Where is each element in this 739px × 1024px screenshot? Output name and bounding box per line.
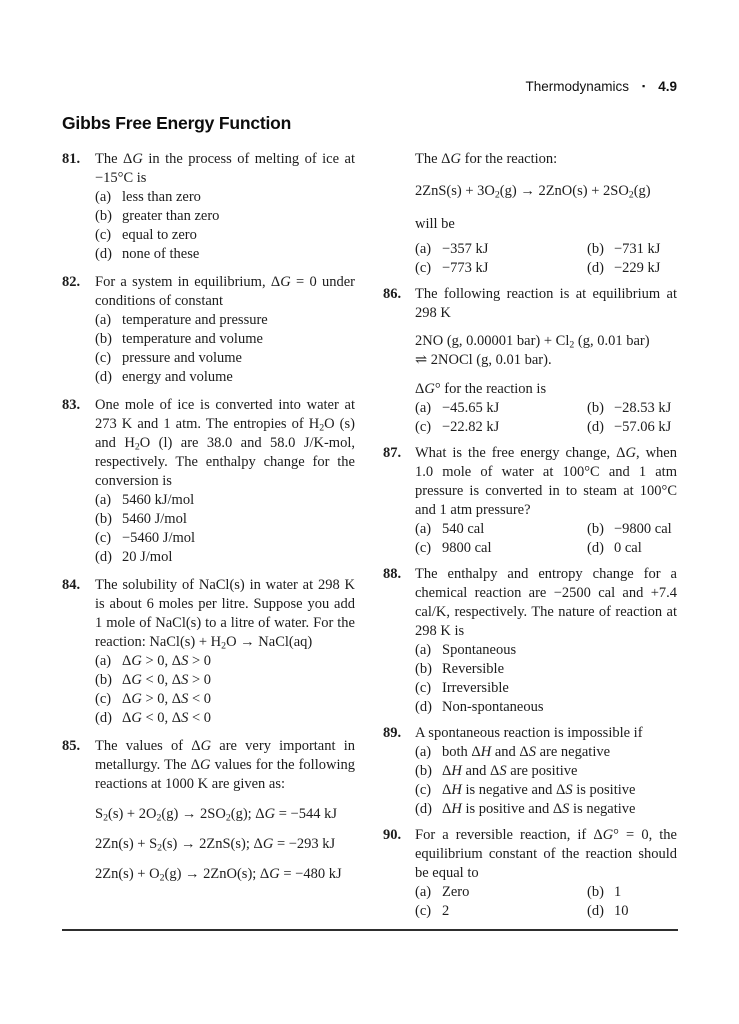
option-a	[95, 311, 355, 330]
option-a	[95, 188, 355, 207]
question-text: The solubility of NaCl(s) in water at 298 K is about 6 moles per litre. Suppose you add 1 mole of NaCl(s) to a litre of water. For the reaction: NaCl(s) + $H_2O$ → NaCl(aq)	[95, 577, 355, 652]
option-label: (a)	[95, 312, 112, 328]
option-text: energy and volume	[122, 369, 233, 385]
option-text: less than zero	[122, 189, 201, 205]
option-label: (c)	[415, 680, 432, 696]
left-column	[62, 150, 355, 921]
option-label: (c)	[415, 903, 432, 919]
question-82	[62, 273, 355, 387]
option-c	[415, 418, 587, 437]
option-text: 0 cal	[614, 540, 642, 556]
option-label: (a)	[415, 400, 432, 416]
option-label: (a)	[415, 241, 432, 257]
question-86	[383, 285, 677, 437]
option-label: (b)	[587, 400, 604, 416]
option-text: ΔH is positive and ΔS is negative	[442, 801, 636, 817]
option-a	[415, 641, 677, 660]
question-83	[62, 396, 355, 567]
option-text: −731 kJ	[614, 241, 661, 257]
option-text: −357 kJ	[442, 241, 489, 257]
option-label: (b)	[95, 672, 112, 688]
option-label: (d)	[95, 549, 112, 565]
option-b	[415, 660, 677, 679]
option-b	[587, 520, 672, 539]
options-grid	[415, 399, 677, 437]
option-label: (b)	[415, 763, 432, 779]
option-a	[415, 743, 677, 762]
option-label: (c)	[415, 260, 432, 276]
option-text: 5460 kJ/mol	[122, 492, 195, 508]
bottom-rule	[62, 929, 678, 931]
option-text: ΔH is negative and ΔS is positive	[442, 782, 636, 798]
option-label: (b)	[95, 208, 112, 224]
options-grid	[415, 883, 677, 921]
option-text: 1	[614, 884, 622, 900]
option-c	[95, 349, 355, 368]
option-label: (a)	[95, 653, 112, 669]
option-d	[587, 539, 642, 558]
option-a	[415, 520, 587, 539]
option-label: (a)	[95, 189, 112, 205]
option-d	[415, 698, 677, 717]
option-text: none of these	[122, 246, 200, 262]
question-number: 89.	[383, 725, 402, 741]
option-label: (b)	[95, 331, 112, 347]
option-label: (d)	[587, 419, 604, 435]
option-label: (c)	[415, 419, 432, 435]
option-text: Irreversible	[442, 680, 509, 696]
question-subtext: ΔG° for the reaction is	[415, 381, 547, 397]
option-text: temperature and pressure	[122, 312, 268, 328]
reaction-equation: 2NO (g, 0.00001 $bar) + Cl_2$ (g, 0.01 bar) ⇌ 2NOCl (g, 0.01 bar).	[415, 333, 650, 368]
question-text: One mole of ice is converted into water at 273 K and 1 atm. The entropies of $H_2O$ (s) and $H_2O$ (l) are 38.0 and 58.0 J/K-mol, respectively. The enthalpy change for the conversion is	[95, 397, 355, 489]
question-text: will be	[415, 216, 455, 232]
option-label: (c)	[415, 782, 432, 798]
option-text: 20 J/mol	[122, 549, 173, 565]
option-text: ΔH and ΔS are positive	[442, 763, 578, 779]
question-number: 83.	[62, 397, 81, 413]
option-text: greater than zero	[122, 208, 220, 224]
option-b	[95, 207, 355, 226]
question-text: The enthalpy and entropy change for a chemical reaction are −2500 cal and +7.4 cal/K, respectively. The nature of reaction at 298 K is	[415, 566, 677, 639]
option-label: (a)	[415, 744, 432, 760]
question-87	[383, 444, 677, 558]
question-text: For a reversible reaction, if ΔG° = 0, the equilibrium constant of the reaction should be equal to	[415, 827, 677, 881]
option-label: (b)	[587, 884, 604, 900]
question-number: 90.	[383, 827, 402, 843]
options-list	[95, 311, 355, 387]
question-text: What is the free energy change, ΔG, when 1.0 mole of water at 100°C and 1 atm pressure is converted in to steam at 100°C and 1 atm pressure?	[415, 445, 677, 518]
question-number: 86.	[383, 286, 402, 302]
option-text: 2	[442, 903, 450, 919]
content-columns	[62, 150, 677, 921]
option-d	[587, 259, 660, 278]
option-label: (d)	[95, 710, 112, 726]
reaction-equation: $2Zn(s) + O_2(g) \to 2ZnO(s)$; ΔG = −480 kJ	[95, 866, 342, 884]
option-label: (b)	[587, 521, 604, 537]
question-number: 87.	[383, 445, 402, 461]
option-a	[415, 240, 587, 259]
option-a	[415, 399, 587, 418]
option-text: Spontaneous	[442, 642, 517, 658]
question-88	[383, 565, 677, 717]
option-text: −229 kJ	[614, 260, 661, 276]
options-grid	[415, 520, 677, 558]
question-84	[62, 576, 355, 728]
option-label: (a)	[415, 642, 432, 658]
option-d	[587, 418, 671, 437]
option-label: (c)	[415, 540, 432, 556]
option-b	[587, 240, 660, 259]
option-label: (d)	[587, 903, 604, 919]
option-a	[95, 652, 355, 671]
option-d	[587, 902, 629, 921]
option-text: temperature and volume	[122, 331, 263, 347]
right-column	[383, 150, 677, 921]
option-c	[415, 902, 587, 921]
question-text: For a system in equilibrium, ΔG = 0 under conditions of constant	[95, 274, 355, 309]
question-85-continued	[383, 150, 677, 278]
question-number: 88.	[383, 566, 402, 582]
option-label: (d)	[415, 699, 432, 715]
options-list	[95, 491, 355, 567]
question-number: 85.	[62, 738, 81, 754]
option-d	[95, 245, 355, 264]
option-text: ΔG < 0, ΔS > 0	[122, 672, 212, 688]
question-text: The ΔG in the process of melting of ice at −15°C is	[95, 151, 355, 186]
option-label: (d)	[95, 246, 112, 262]
reaction-equation: $2Zn(s) + S_2(s) \to 2ZnS(s)$; ΔG = −293 kJ	[95, 836, 336, 854]
option-c	[95, 690, 355, 709]
running-header	[62, 78, 677, 95]
question-text: The values of ΔG are very important in metallurgy. The ΔG values for the following reactions at 1000 K are given as:	[95, 738, 355, 792]
option-text: −773 kJ	[442, 260, 489, 276]
option-label: (c)	[95, 530, 112, 546]
option-label: (c)	[95, 350, 112, 366]
options-grid	[415, 240, 677, 278]
option-d	[95, 548, 355, 567]
option-text: pressure and volume	[122, 350, 242, 366]
option-text: Reversible	[442, 661, 505, 677]
question-number: 82.	[62, 274, 81, 290]
page-number: 4.9	[658, 79, 677, 94]
option-label: (c)	[95, 227, 112, 243]
option-label: (a)	[95, 492, 112, 508]
option-c	[95, 529, 355, 548]
option-label: (d)	[95, 369, 112, 385]
option-text: −57.06 kJ	[614, 419, 672, 435]
question-89	[383, 724, 677, 819]
option-text: 9800 cal	[442, 540, 492, 556]
option-text: ΔG > 0, ΔS < 0	[122, 691, 212, 707]
question-90	[383, 826, 677, 921]
option-text: −5460 J/mol	[122, 530, 196, 546]
option-text: ΔG > 0, ΔS > 0	[122, 653, 212, 669]
options-list	[95, 188, 355, 264]
option-text: 540 cal	[442, 521, 485, 537]
option-b	[95, 671, 355, 690]
options-list	[415, 743, 677, 819]
option-text: Zero	[442, 884, 470, 900]
option-b	[587, 883, 621, 902]
option-text: −45.65 kJ	[442, 400, 500, 416]
options-list	[415, 641, 677, 717]
reaction-equation: $S_2(s) + 2O_2(g) \to 2SO_2(g)$; ΔG = −544 kJ	[95, 806, 337, 824]
option-text: −28.53 kJ	[614, 400, 672, 416]
option-c	[415, 679, 677, 698]
option-c	[415, 781, 677, 800]
option-label: (a)	[415, 521, 432, 537]
option-d	[95, 368, 355, 387]
option-label: (d)	[415, 801, 432, 817]
option-label: (a)	[415, 884, 432, 900]
question-text: A spontaneous reaction is impossible if	[415, 725, 643, 741]
question-text: The following reaction is at equilibrium at 298 K	[415, 286, 677, 321]
option-text: ΔG < 0, ΔS < 0	[122, 710, 212, 726]
question-text: The ΔG for the reaction:	[415, 151, 558, 167]
option-label: (d)	[587, 260, 604, 276]
option-text: Non-spontaneous	[442, 699, 544, 715]
option-c	[95, 226, 355, 245]
question-85	[62, 737, 355, 884]
option-text: −22.82 kJ	[442, 419, 500, 435]
option-c	[415, 539, 587, 558]
option-b	[95, 510, 355, 529]
option-label: (c)	[95, 691, 112, 707]
options-list	[95, 652, 355, 728]
question-number: 84.	[62, 577, 81, 593]
option-text: 10	[614, 903, 629, 919]
option-text: equal to zero	[122, 227, 197, 243]
option-d	[95, 709, 355, 728]
option-label: (d)	[587, 540, 604, 556]
option-b	[587, 399, 671, 418]
option-text: −9800 cal	[614, 521, 672, 537]
chapter-name: Thermodynamics	[525, 79, 630, 94]
option-d	[415, 800, 677, 819]
option-text: both ΔH and ΔS are negative	[442, 744, 611, 760]
question-number: 81.	[62, 151, 81, 167]
option-label: (b)	[415, 661, 432, 677]
reaction-equation: $2ZnS(s) + 3O_2(g) \to 2ZnO(s) + 2SO_2(g)$	[415, 183, 651, 201]
option-b	[95, 330, 355, 349]
question-81	[62, 150, 355, 264]
section-title: Gibbs Free Energy Function	[62, 113, 292, 133]
option-a	[95, 491, 355, 510]
option-label: (b)	[587, 241, 604, 257]
option-text: 5460 J/mol	[122, 511, 187, 527]
option-b	[415, 762, 677, 781]
option-a	[415, 883, 587, 902]
option-label: (b)	[95, 511, 112, 527]
square-bullet-icon: ▪	[642, 81, 646, 91]
option-c	[415, 259, 587, 278]
